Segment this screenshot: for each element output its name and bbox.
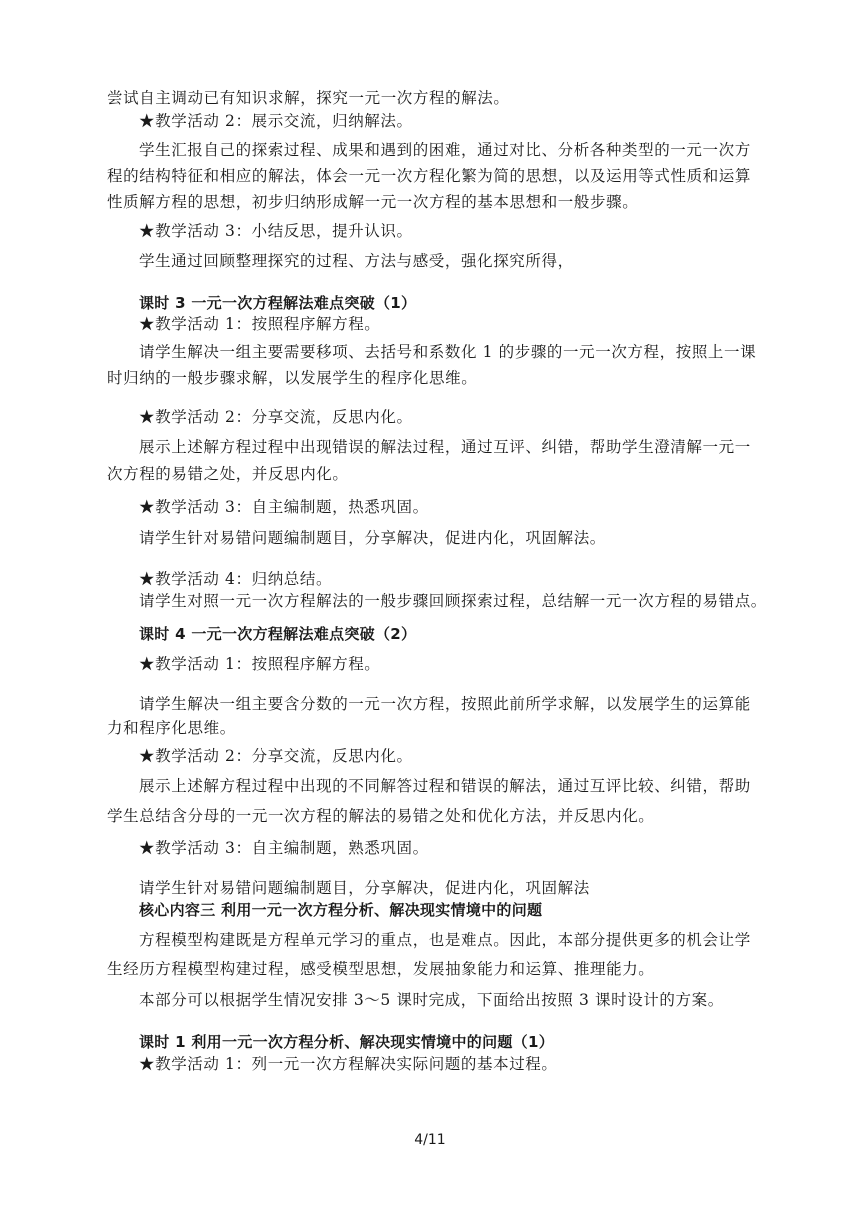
text-line: 展示上述解方程过程中出现错误的解法过程，通过互评、纠错，帮助学生澄清解一元一 <box>139 438 751 456</box>
activity-line: ★教学活动 4：归纳总结。 <box>139 570 333 588</box>
activity-line: ★教学活动 2：展示交流，归纳解法。 <box>139 112 413 130</box>
activity-line: ★教学活动 2：分享交流，反思内化。 <box>139 408 413 426</box>
section-heading: 核心内容三 利用一元一次方程分析、解决现实情境中的问题 <box>139 901 543 919</box>
text-line: 次方程的易错之处，并反思内化。 <box>107 465 349 483</box>
text-line: 尝试自主调动已有知识求解，探究一元一次方程的解法。 <box>107 89 510 107</box>
activity-line: ★教学活动 1：按照程序解方程。 <box>139 655 381 673</box>
text-line: 请学生解决一组主要含分数的一元一次方程，按照此前所学求解，以发展学生的运算能 <box>139 695 751 713</box>
activity-line: ★教学活动 3：自主编制题，热悉巩固。 <box>139 498 429 516</box>
section-heading: 课时 1 利用一元一次方程分析、解决现实情境中的问题（1） <box>139 1033 555 1051</box>
activity-line: ★教学活动 3：小结反思，提升认识。 <box>139 222 413 240</box>
activity-line: ★教学活动 2：分享交流，反思内化。 <box>139 747 413 765</box>
section-heading: 课时 3 一元一次方程解法难点突破（1） <box>139 294 417 312</box>
text-line: 请学生针对易错问题编制题目，分享解决，促进内化，巩固解法。 <box>139 529 606 547</box>
text-line: 程的结构特征和相应的解法，体会一元一次方程化繁为简的思想，以及运用等式性质和运算 <box>107 167 752 185</box>
text-line: 学生总结含分母的一元一次方程的解法的易错之处和优化方法，并反思内化。 <box>107 807 655 825</box>
text-line: 请学生解决一组主要需要移项、去括号和系数化 1 的步骤的一元一次方程，按照上一课 <box>139 343 757 361</box>
text-line: 时归纳的一般步骤求解，以发展学生的程序化思维。 <box>107 369 478 387</box>
page-number: 4/11 <box>414 1132 446 1148</box>
text-line: 学生汇报自己的探索过程、成果和遇到的困难，通过对比、分析各种类型的一元一次方 <box>139 141 751 159</box>
text-line: 力和程序化思维。 <box>107 719 236 737</box>
activity-line: ★教学活动 3：自主编制题，熟悉巩固。 <box>139 839 429 857</box>
text-line: 本部分可以根据学生情况安排 3～5 课时完成，下面给出按照 3 课时设计的方案。 <box>139 991 724 1009</box>
text-line: 展示上述解方程过程中出现的不同解答过程和错误的解法，通过互评比较、纠错，帮助 <box>139 777 751 795</box>
text-line: 生经历方程模型构建过程，感受模型思想，发展抽象能力和运算、推理能力。 <box>107 960 655 978</box>
text-line: 学生通过回顾整理探究的过程、方法与感受，强化探究所得， <box>139 252 574 270</box>
section-heading: 课时 4 一元一次方程解法难点突破（2） <box>139 625 417 643</box>
text-line: 性质解方程的思想，初步归纳形成解一元一次方程的基本思想和一般步骤。 <box>107 193 639 211</box>
text-line: 请学生针对易错问题编制题目，分享解决，促进内化，巩固解法 <box>139 879 590 897</box>
text-line: 方程模型构建既是方程单元学习的重点，也是难点。因此，本部分提供更多的机会让学 <box>139 931 751 949</box>
activity-line: ★教学活动 1：按照程序解方程。 <box>139 315 381 333</box>
text-line: 请学生对照一元一次方程解法的一般步骤回顾探索过程，总结解一元一次方程的易错点。 <box>139 592 767 610</box>
activity-line: ★教学活动 1：列一元一次方程解决实际问题的基本过程。 <box>139 1055 558 1073</box>
